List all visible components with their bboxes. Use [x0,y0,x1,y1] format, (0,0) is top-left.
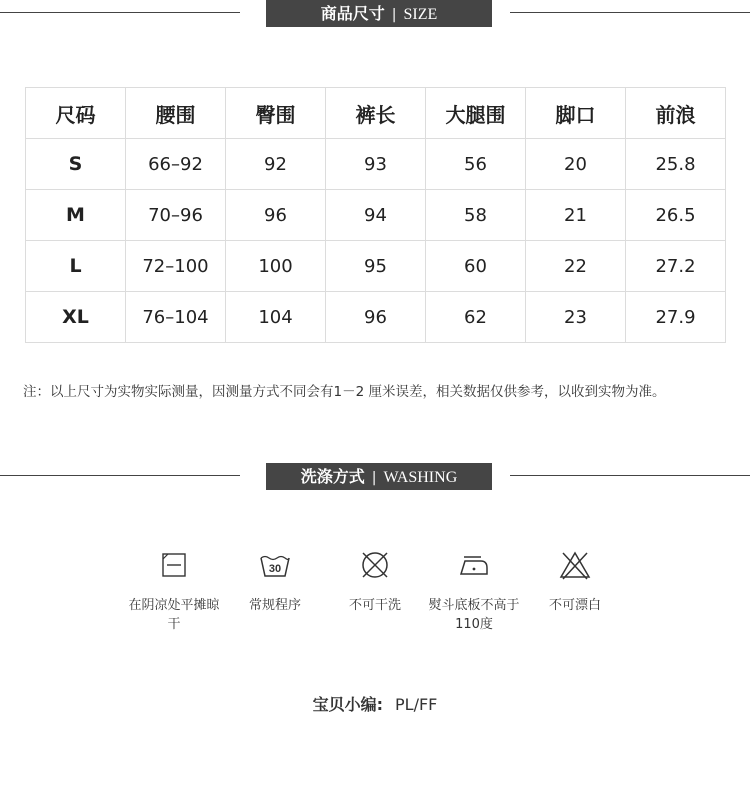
washing-header-en: WASHING [383,469,458,486]
measurement-note: 注：以上尺寸为实物实际测量，因测量方式不同会有1－2 厘米误差，相关数据仅供参考，以收到实物为准。 [23,384,666,400]
table-cell: 22 [526,241,626,292]
washing-section-header [0,463,750,491]
table-cell: 60 [426,241,526,292]
care-item-iron-low [424,548,524,634]
table-cell: 94 [326,190,426,241]
table-cell: 23 [526,292,626,343]
table-cell: 56 [426,139,526,190]
size-header-en: SIZE [403,6,438,23]
wash-30-icon [258,548,292,582]
table-cell: 76–104 [126,292,226,343]
size-cell: XL [26,292,126,343]
header-rule-right [510,12,750,13]
table-cell: 27.9 [626,292,726,343]
care-item-wash-30 [225,548,325,615]
table-cell: 70–96 [126,190,226,241]
header-rule-left [0,12,240,13]
column-header: 腰围 [126,88,226,139]
table-cell: 25.8 [626,139,726,190]
table-cell: 66–92 [126,139,226,190]
table-cell: 58 [426,190,526,241]
care-label: 常规程序 [248,598,301,613]
table-cell: 104 [226,292,326,343]
wash-temp-text: 30 [268,563,282,575]
table-cell: 96 [226,190,326,241]
washing-header-label [266,463,492,490]
iron-low-icon [457,548,491,582]
size-header-label [266,0,492,27]
table-cell: 72–100 [126,241,226,292]
washing-header-separator: | [371,470,377,486]
size-table-header-row [26,88,726,139]
care-item-no-tumble-dry [325,548,425,615]
header-rule-right [510,475,750,476]
care-label: 不可干洗 [348,598,401,613]
table-row [26,292,726,343]
column-header: 尺码 [26,88,126,139]
column-header: 大腿围 [426,88,526,139]
size-header-separator: | [391,7,397,23]
table-cell: 96 [326,292,426,343]
column-header: 裤长 [326,88,426,139]
size-cell: L [26,241,126,292]
care-item-no-bleach [525,548,625,615]
column-header: 脚口 [526,88,626,139]
no-tumble-dry-icon [358,548,392,582]
table-row [26,190,726,241]
size-header-cn: 商品尺寸 [320,4,385,23]
table-cell: 93 [326,139,426,190]
size-table [25,87,726,343]
table-cell: 27.2 [626,241,726,292]
care-label: 熨斗底板不高于110度 [428,598,520,632]
care-item-dry-flat [124,548,224,634]
product-code-label: 宝贝小编: [312,695,384,714]
care-label: 不可漂白 [548,598,601,613]
size-section-header [0,0,750,28]
table-row [26,139,726,190]
size-cell: S [26,139,126,190]
table-cell: 26.5 [626,190,726,241]
table-cell: 100 [226,241,326,292]
product-code-value: PL/FF [395,695,438,714]
table-cell: 21 [526,190,626,241]
no-bleach-icon [558,548,592,582]
table-cell: 92 [226,139,326,190]
care-label: 在阴凉处平摊晾干 [128,598,220,632]
table-cell: 20 [526,139,626,190]
size-cell: M [26,190,126,241]
washing-header-cn: 洗涤方式 [300,467,365,486]
table-row [26,241,726,292]
dry-flat-shade-icon [157,548,191,582]
table-cell: 95 [326,241,426,292]
header-rule-left [0,475,240,476]
product-code [0,692,750,715]
column-header: 臀围 [226,88,326,139]
table-cell: 62 [426,292,526,343]
column-header: 前浪 [626,88,726,139]
